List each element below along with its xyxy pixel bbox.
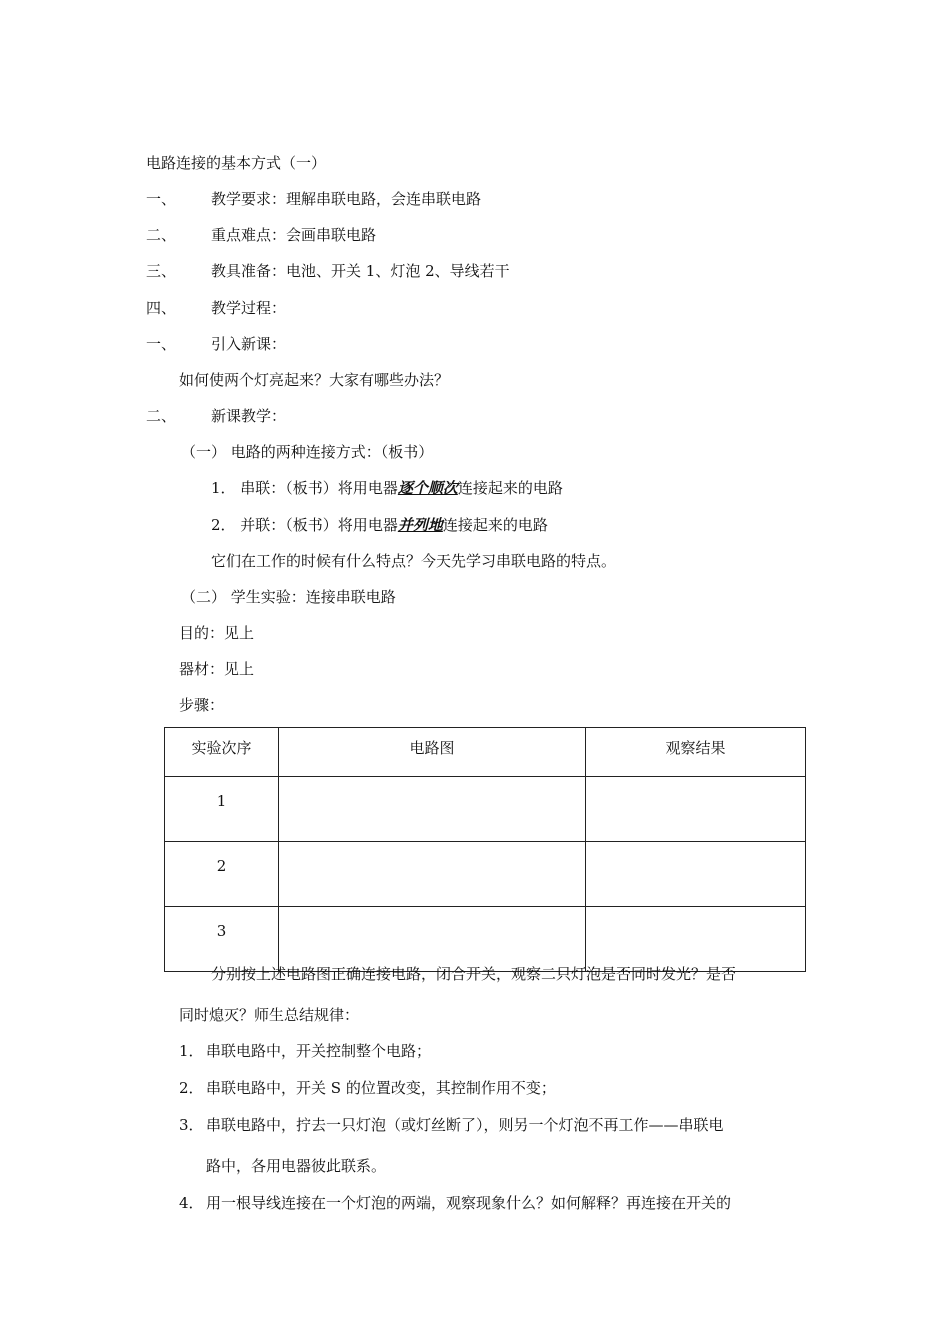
characteristics-question: 它们在工作的时候有什么特点？今天先学习串联电路的特点。 (211, 552, 617, 570)
row-observation-cell (586, 777, 806, 842)
rule-3-number: 3． (179, 1116, 204, 1134)
row-order: 3 (165, 907, 279, 972)
series-def-pre: 1． 串联：（板书）将用电器 (211, 479, 398, 497)
series-def-post: 连接起来的电路 (457, 479, 563, 497)
new-lesson-number: 二、 (146, 407, 177, 425)
part2-heading: （二） 学生实验：连接串联电路 (181, 588, 396, 606)
section-1-text: 教学要求：理解串联电路，会连串联电路 (211, 190, 482, 208)
header-circuit-diagram: 电路图 (279, 728, 586, 777)
section-4-text: 教学过程： (211, 299, 287, 317)
section-3-text: 教具准备：电池、开关 1、灯泡 2、导线若干 (211, 262, 510, 280)
series-def-emphasis: 逐个顺次 (397, 479, 458, 497)
section-1-number: 一、 (146, 190, 177, 208)
row-order: 1 (165, 777, 279, 842)
after-table-line-2: 同时熄灭？师生总结规律： (179, 1006, 360, 1024)
intro-text: 引入新课： (211, 335, 287, 353)
part1-heading: （一） 电路的两种连接方式：（板书） (181, 443, 434, 461)
table-header-row (165, 728, 806, 777)
section-3-number: 三、 (146, 262, 177, 280)
new-lesson-text: 新课教学： (211, 407, 287, 425)
experiment-table (164, 727, 806, 972)
rule-4-number: 4． (179, 1194, 204, 1212)
rule-3-text: 串联电路中，拧去一只灯泡（或灯丝断了），则另一个灯泡不再工作——串联电 (206, 1116, 724, 1134)
series-definition (211, 478, 563, 498)
purpose-line: 目的：见上 (179, 624, 255, 642)
row-order: 2 (165, 842, 279, 907)
rule-4-text: 用一根导线连接在一个灯泡的两端，观察现象什么？如何解释？再连接在开关的 (206, 1194, 732, 1212)
document-title: 电路连接的基本方式（一） (146, 154, 327, 172)
row-circuit-cell (279, 907, 586, 972)
header-observation: 观察结果 (586, 728, 806, 777)
row-observation-cell (586, 842, 806, 907)
parallel-def-pre: 2． 并联：（板书）将用电器 (211, 516, 398, 534)
row-observation-cell (586, 907, 806, 972)
materials-line: 器材：见上 (179, 660, 255, 678)
intro-number: 一、 (146, 335, 177, 353)
parallel-def-post: 连接起来的电路 (442, 516, 548, 534)
rule-2-number: 2． (179, 1079, 204, 1097)
parallel-definition (211, 515, 548, 535)
rule-1-text: 串联电路中，开关控制整个电路； (206, 1042, 432, 1060)
header-order: 实验次序 (165, 728, 279, 777)
after-table-line-1: 分别按上述电路图正确连接电路，闭合开关，观察二只灯泡是否同时发光？是否 (211, 965, 737, 983)
steps-line: 步骤： (179, 696, 225, 714)
rule-3-continuation: 路中，各用电器彼此联系。 (206, 1157, 387, 1175)
rule-2-text: 串联电路中，开关 S 的位置改变，其控制作用不变； (206, 1079, 556, 1097)
rule-1-number: 1． (179, 1042, 204, 1060)
parallel-def-emphasis: 并列地 (397, 516, 443, 534)
row-circuit-cell (279, 842, 586, 907)
section-4-number: 四、 (146, 299, 177, 317)
table-row (165, 777, 806, 842)
section-2-number: 二、 (146, 226, 177, 244)
section-2-text: 重点难点：会画串联电路 (211, 226, 377, 244)
table-row (165, 842, 806, 907)
table-row (165, 907, 806, 972)
intro-question: 如何使两个灯亮起来？大家有哪些办法？ (179, 371, 450, 389)
row-circuit-cell (279, 777, 586, 842)
